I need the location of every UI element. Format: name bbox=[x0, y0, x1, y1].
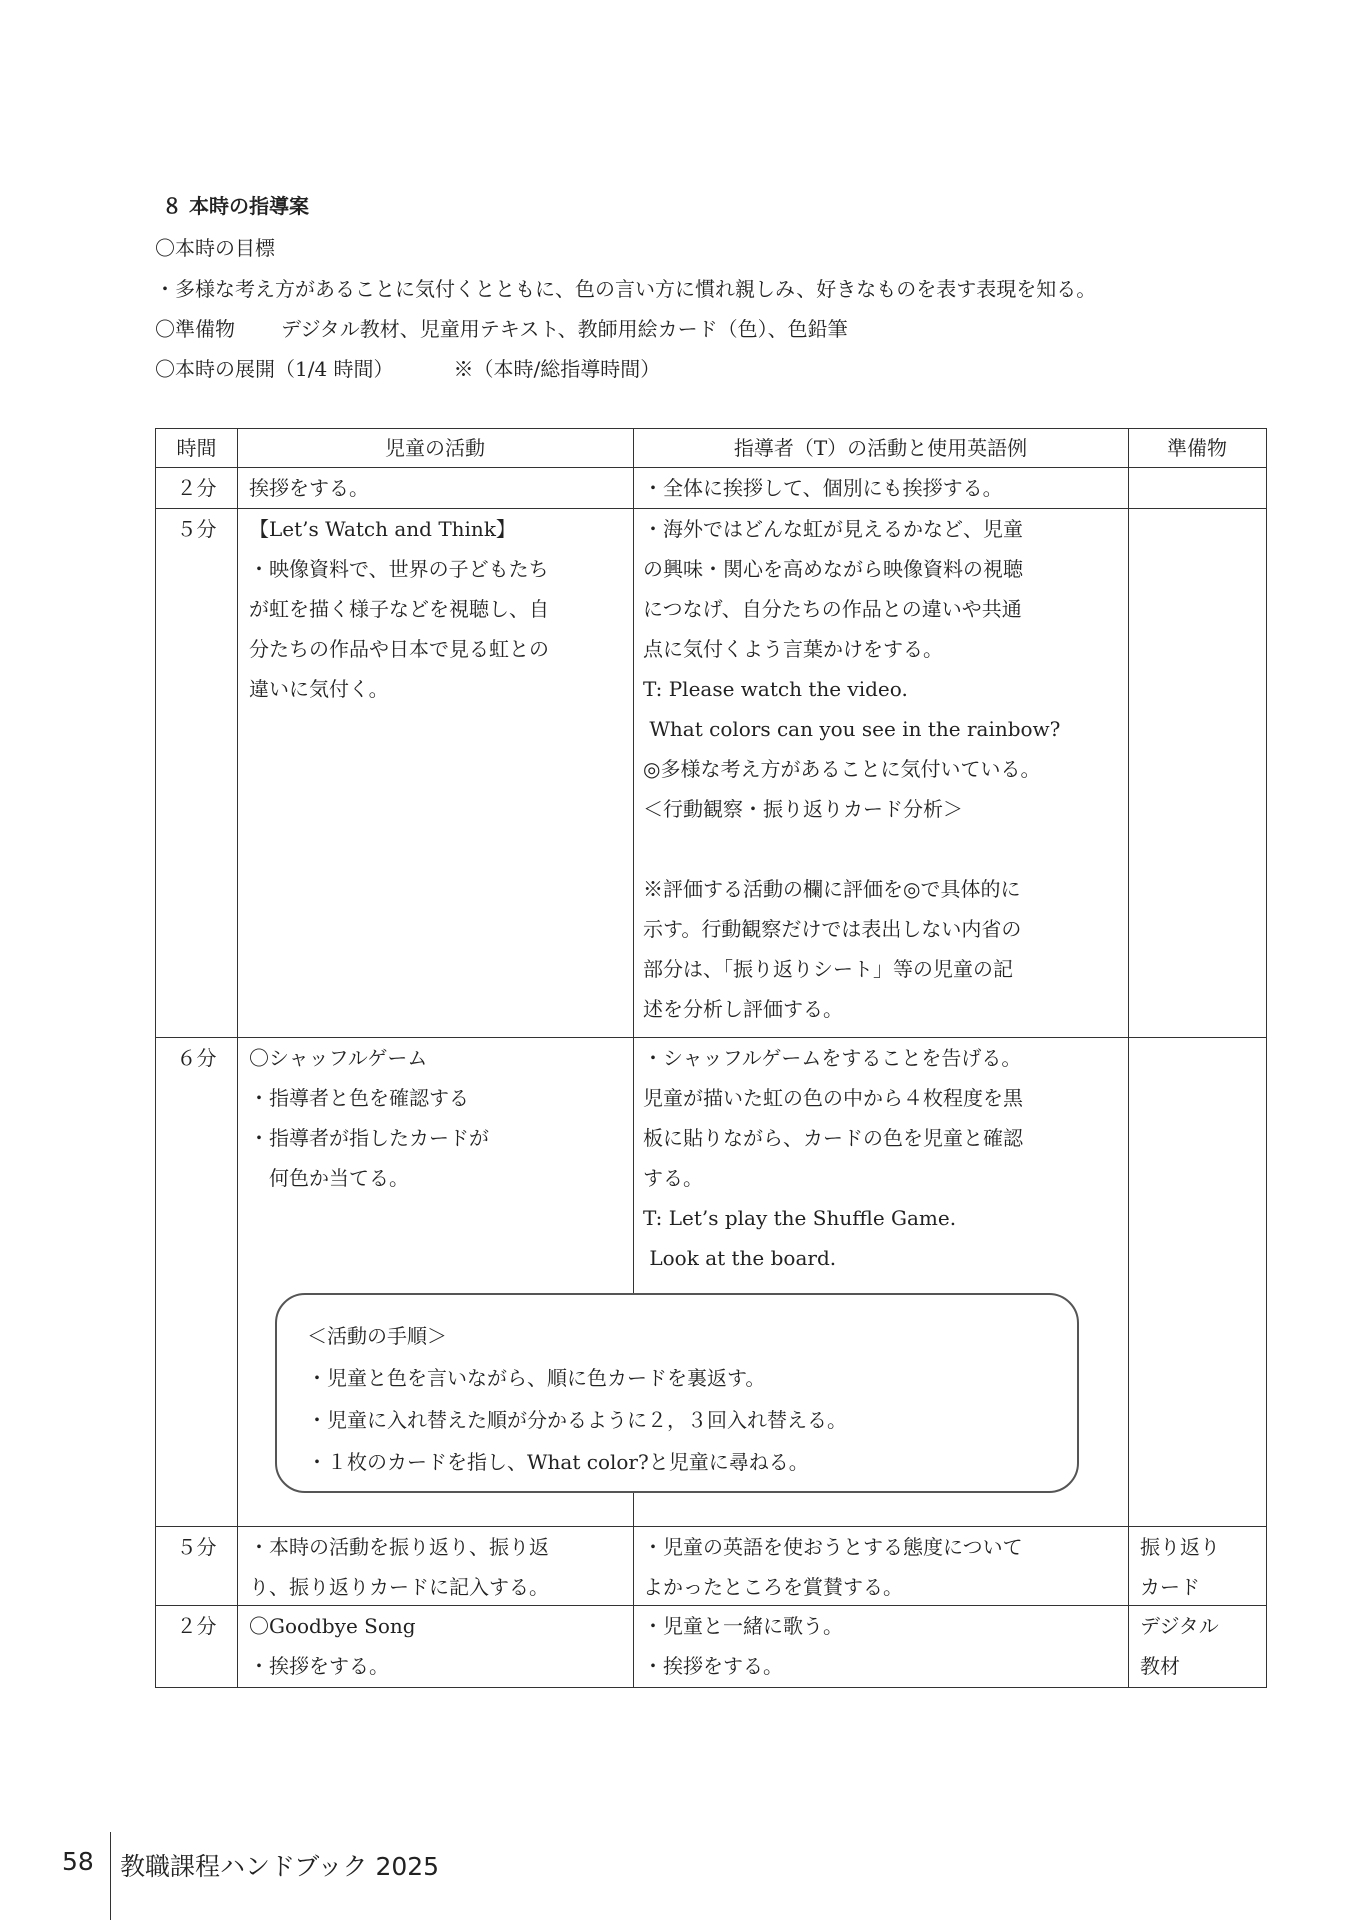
flow-line bbox=[155, 353, 660, 382]
book-title: 教職課程ハンドブック 2025 bbox=[120, 1852, 440, 1881]
row5-teacher-line: ・挨拶をする。 bbox=[643, 1654, 783, 1678]
row5-materials-line: 教材 bbox=[1140, 1654, 1180, 1678]
row2-teacher-line: 部分は、「振り返りシート」等の児童の記 bbox=[643, 957, 1013, 981]
row5-activity-line: ・挨拶をする。 bbox=[249, 1654, 389, 1678]
row2-teacher-line: 示す。行動観察だけでは表出しない内省の bbox=[643, 917, 1022, 941]
row2-activity-line: 分たちの作品や日本で見る虹との bbox=[249, 637, 549, 661]
row5-activity-line: 〇Goodbye Song bbox=[249, 1614, 416, 1638]
prep-label: 〇準備物 bbox=[155, 317, 235, 341]
row1-activity-line: 挨拶をする。 bbox=[249, 476, 369, 500]
row4-teacher-line: よかったところを賞賛する。 bbox=[643, 1575, 903, 1599]
row4-time: ５分 bbox=[176, 1535, 217, 1559]
row3-teacher bbox=[633, 1038, 1128, 1278]
procedure-step: ・児童と色を言いながら、順に色カードを裏返す。 bbox=[307, 1366, 766, 1390]
row2-activity bbox=[237, 509, 633, 709]
procedure-step: ・１枚のカードを指し、What color?と児童に尋ねる。 bbox=[307, 1450, 809, 1474]
row2-activity-line: 【Let’s Watch and Think】 bbox=[249, 517, 516, 541]
prep-line bbox=[155, 313, 848, 342]
row1-teacher bbox=[633, 468, 1128, 508]
activity-procedure-box bbox=[275, 1293, 1079, 1493]
row3-teacher-line: 児童が描いた虹の色の中から４枚程度を黒 bbox=[643, 1086, 1023, 1110]
row4-teacher bbox=[633, 1527, 1128, 1607]
procedure-step: ・児童に入れ替えた順が分かるように２，３回入れ替える。 bbox=[307, 1408, 847, 1432]
row4-activity-line: ・本時の活動を振り返り、振り返 bbox=[249, 1535, 549, 1559]
row2-teacher-line: につなげ、自分たちの作品との違いや共通 bbox=[643, 597, 1022, 621]
flow-label: 〇本時の展開（1/4 時間） bbox=[155, 357, 394, 381]
row1-teacher-line: ・全体に挨拶して、個別にも挨拶する。 bbox=[643, 476, 1003, 500]
row2-teacher-blank bbox=[643, 829, 1128, 869]
row2-activity-line: が虹を描く様子などを視聴し、自 bbox=[249, 597, 549, 621]
row1-activity bbox=[237, 468, 633, 508]
row4-materials-line: カード bbox=[1140, 1575, 1200, 1599]
row3-activity-line: ・指導者と色を確認する bbox=[249, 1086, 469, 1110]
row2-teacher bbox=[633, 509, 1128, 1029]
section-heading: ８ 本時の指導案 bbox=[162, 194, 309, 218]
row2-teacher-line: ・海外ではどんな虹が見えるかなど、児童 bbox=[643, 517, 1023, 541]
row3-teacher-line: T: Let’s play the Shuffle Game. bbox=[643, 1206, 957, 1230]
row4-activity-line: り、振り返りカードに記入する。 bbox=[249, 1575, 549, 1599]
header-time: 時間 bbox=[176, 436, 217, 460]
row1-time: ２分 bbox=[176, 476, 217, 500]
row2-teacher-line: T: Please watch the video. bbox=[643, 677, 908, 701]
row5-materials bbox=[1128, 1606, 1266, 1686]
goal-text: ・多様な考え方があることに気付くとともに、色の言い方に慣れ親しみ、好きなものを表す表現を知る。 bbox=[155, 277, 1097, 301]
row3-activity-line: 何色か当てる。 bbox=[249, 1166, 409, 1190]
row3-activity-line: ・指導者が指したカードが bbox=[249, 1126, 489, 1150]
col-divider bbox=[1128, 429, 1129, 1687]
row2-teacher-line: 述を分析し評価する。 bbox=[643, 997, 843, 1021]
row3-teacher-line: 板に貼りながら、カードの色を児童と確認 bbox=[643, 1126, 1023, 1150]
row3-activity-line: 〇シャッフルゲーム bbox=[249, 1046, 428, 1070]
row2-teacher-line: 点に気付くよう言葉かけをする。 bbox=[643, 637, 943, 661]
row5-activity bbox=[237, 1606, 633, 1686]
row4-materials bbox=[1128, 1527, 1266, 1607]
row3-activity bbox=[237, 1038, 633, 1198]
row3-teacher-line: する。 bbox=[643, 1166, 703, 1190]
row2-activity-line: 違いに気付く。 bbox=[249, 677, 389, 701]
row5-time: ２分 bbox=[176, 1614, 217, 1638]
row5-materials-line: デジタル bbox=[1140, 1614, 1219, 1638]
row2-teacher-line: ◎多様な考え方があることに気付いている。 bbox=[643, 757, 1041, 781]
row3-teacher-line: ・シャッフルゲームをすることを告げる。 bbox=[643, 1046, 1022, 1070]
row2-teacher-line: ※評価する活動の欄に評価を◎で具体的に bbox=[643, 877, 1021, 901]
row3-time: ６分 bbox=[176, 1046, 217, 1070]
procedure-title: ＜活動の手順＞ bbox=[307, 1324, 447, 1348]
lesson-plan-table bbox=[155, 428, 1267, 1688]
row5-teacher-line: ・児童と一緒に歌う。 bbox=[643, 1614, 843, 1638]
flow-note: ※（本時/総指導時間） bbox=[453, 357, 661, 381]
row2-teacher-line: What colors can you see in the rainbow? bbox=[643, 717, 1061, 741]
header-materials: 準備物 bbox=[1167, 436, 1227, 460]
row4-materials-line: 振り返り bbox=[1140, 1535, 1220, 1559]
header-teacher: 指導者（T）の活動と使用英語例 bbox=[733, 436, 1028, 460]
row5-teacher bbox=[633, 1606, 1128, 1686]
row3-teacher-line: Look at the board. bbox=[643, 1246, 837, 1270]
row4-teacher-line: ・児童の英語を使おうとする態度について bbox=[643, 1535, 1023, 1559]
row2-teacher-line: ＜行動観察・振り返りカード分析＞ bbox=[643, 797, 963, 821]
row4-activity bbox=[237, 1527, 633, 1607]
goal-label: 〇本時の目標 bbox=[155, 236, 275, 260]
footer-divider bbox=[110, 1832, 111, 1920]
page-number: 58 bbox=[62, 1847, 94, 1876]
prep-items: デジタル教材、児童用テキスト、教師用絵カード（色）、色鉛筆 bbox=[281, 317, 848, 341]
row2-time: ５分 bbox=[176, 517, 217, 541]
row2-teacher-line: の興味・関心を高めながら映像資料の視聴 bbox=[643, 557, 1023, 581]
header-activity: 児童の活動 bbox=[385, 436, 485, 460]
row2-activity-line: ・映像資料で、世界の子どもたち bbox=[249, 557, 549, 581]
